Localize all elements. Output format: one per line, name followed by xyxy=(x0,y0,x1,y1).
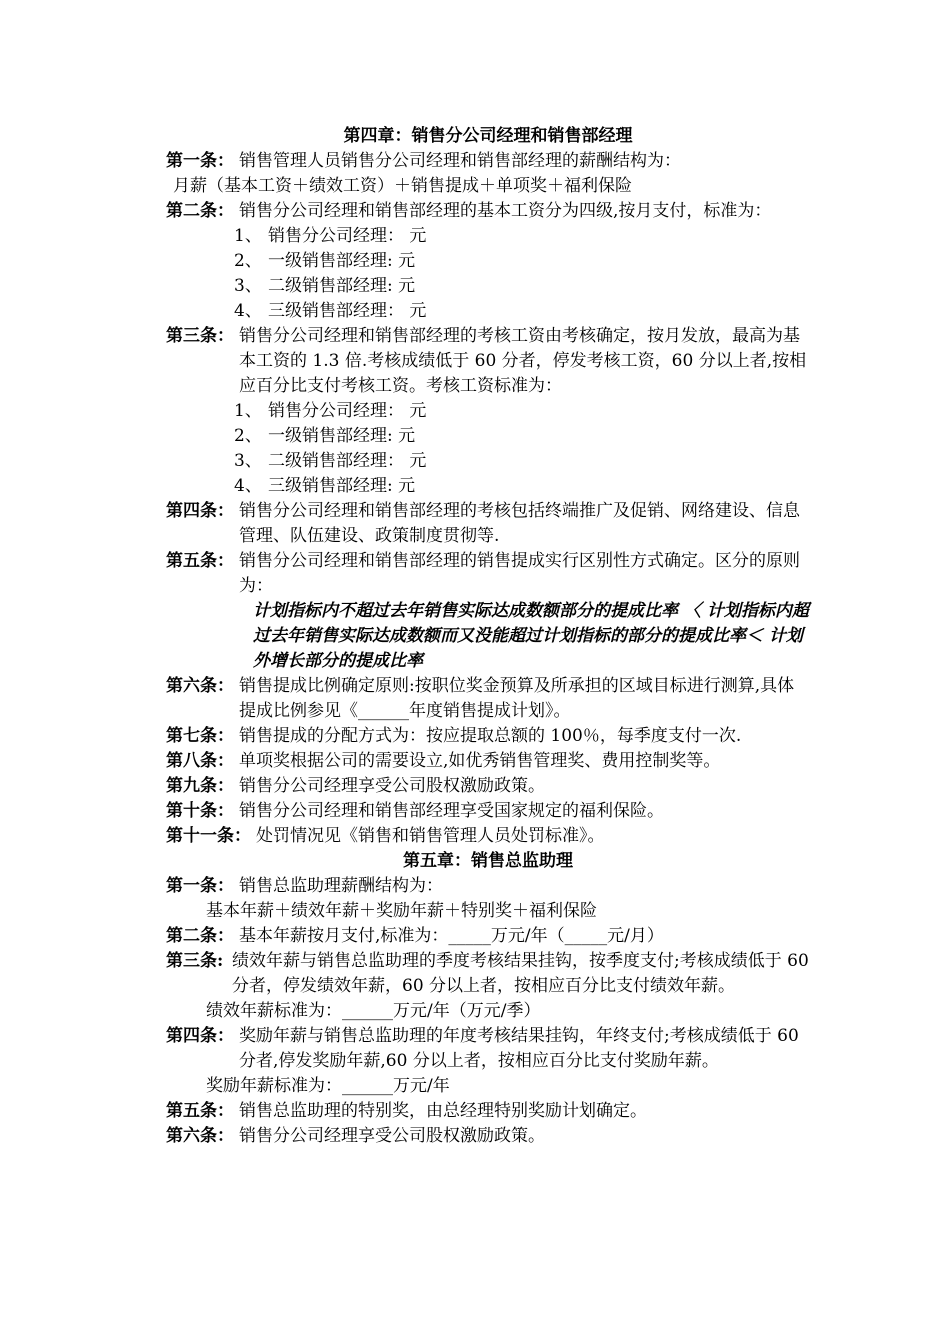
ch4-article-8 xyxy=(166,749,810,774)
article-label: 第一条： xyxy=(166,151,234,171)
article-text: 处罚情况见《销售和销售管理人员处罚标准》。 xyxy=(256,826,605,846)
ch4-article-9 xyxy=(166,774,810,799)
article-label: 第八条： xyxy=(166,751,234,771)
article-text: 销售管理人员销售分公司经理和销售部经理的薪酬结构为： xyxy=(239,151,681,171)
list-item xyxy=(166,224,810,249)
article-label: 第五条： xyxy=(166,551,234,571)
article-label: 第六条： xyxy=(166,676,234,696)
list-item xyxy=(166,399,810,424)
article-label: 第四条： xyxy=(166,501,234,521)
list-item xyxy=(166,249,810,274)
ch4-article-7 xyxy=(166,724,810,749)
item-text: 二级销售部经理： 元 xyxy=(268,451,427,471)
ch4-article-3 xyxy=(166,324,810,399)
article-label: 第二条： xyxy=(166,926,234,946)
article-text: 销售提成比例确定原则:按职位奖金预算及所承担的区域目标进行测算,具体提成比例参见《______年度销售提成计划》。 xyxy=(239,676,795,721)
list-item xyxy=(166,299,810,324)
article-text: 销售分公司经理和销售部经理的考核工资由考核确定，按月发放，最高为基本工资的 1.3 倍.考核成绩低于 60 分者，停发考核工资，60 分以上者,按相应百分比支付考核工资。考核工资标准为： xyxy=(239,326,807,396)
article-label: 第一条： xyxy=(166,876,234,896)
ch5-article-1 xyxy=(166,874,810,899)
chapter-5-title: 第五章：销售总监助理 xyxy=(403,851,573,871)
item-text: 三级销售部经理: 元 xyxy=(268,476,416,496)
item-number: 3、 xyxy=(234,451,262,471)
item-number: 1、 xyxy=(234,226,262,246)
article-text: 绩效年薪与销售总监助理的季度考核结果挂钩，按季度支付;考核成绩低于 60 分者，停发绩效年薪，60 分以上者，按相应百分比支付绩效年薪。 xyxy=(232,951,809,996)
article-text: 销售分公司经理和销售部经理享受国家规定的福利保险。 xyxy=(239,801,664,821)
performance-salary-standard: 绩效年薪标准为：______万元/年（万元/季） xyxy=(206,1001,541,1021)
item-number: 2、 xyxy=(234,251,262,271)
ch5-salary-formula: 基本年薪＋绩效年薪＋奖励年薪＋特别奖＋福利保险 xyxy=(206,901,597,921)
ch5-article-2 xyxy=(166,924,810,949)
article-text: 销售总监助理的特别奖，由总经理特别奖励计划确定。 xyxy=(239,1101,647,1121)
commission-principle: 计划指标内不超过去年销售实际达成数额部分的提成比率 〈 计划指标内超过去年销售实际达成数额而又没能超过计划指标的部分的提成比率＜ 计划外增长部分的提成比率 xyxy=(253,601,809,671)
article-text: 单项奖根据公司的需要设立,如优秀销售管理奖、费用控制奖等。 xyxy=(239,751,721,771)
article-label: 第四条： xyxy=(166,1026,234,1046)
item-text: 一级销售部经理: 元 xyxy=(268,426,416,446)
item-number: 3、 xyxy=(234,276,262,296)
ch4-article-10 xyxy=(166,799,810,824)
article-text: 销售分公司经理和销售部经理的基本工资分为四级,按月支付，标准为： xyxy=(239,201,772,221)
ch5-article-3 xyxy=(166,949,810,999)
list-item xyxy=(166,449,810,474)
item-number: 4、 xyxy=(234,301,262,321)
chapter-4-title: 第四章：销售分公司经理和销售部经理 xyxy=(343,126,633,146)
item-text: 销售分公司经理： 元 xyxy=(268,226,427,246)
list-item xyxy=(166,274,810,299)
ch4-article-5 xyxy=(166,549,810,599)
item-number: 4、 xyxy=(234,476,262,496)
ch4-article-11 xyxy=(166,824,810,849)
article-text: 基本年薪按月支付,标准为：_____万元/年（_____元/月） xyxy=(239,926,664,946)
article-label: 第七条： xyxy=(166,726,234,746)
item-text: 二级销售部经理: 元 xyxy=(268,276,416,296)
ch4-article-4 xyxy=(166,499,810,549)
item-text: 三级销售部经理： 元 xyxy=(268,301,427,321)
article-text: 销售分公司经理和销售部经理的销售提成实行区别性方式确定。区分的原则为： xyxy=(239,551,800,596)
ch5-article-6 xyxy=(166,1124,810,1149)
ch4-article-6 xyxy=(166,674,810,724)
ch4-article-2 xyxy=(166,199,810,224)
article-label: 第九条： xyxy=(166,776,234,796)
bonus-salary-standard: 奖励年薪标准为：______万元/年 xyxy=(206,1076,450,1096)
article-text: 销售分公司经理享受公司股权激励政策。 xyxy=(239,776,545,796)
ch5-article-4 xyxy=(166,1024,810,1074)
item-text: 销售分公司经理： 元 xyxy=(268,401,427,421)
item-number: 2、 xyxy=(234,426,262,446)
ch4-article-1 xyxy=(166,149,810,174)
article-text: 销售分公司经理和销售部经理的考核包括终端推广及促销、网络建设、信息管理、队伍建设、政策制度贯彻等. xyxy=(239,501,800,546)
article-label: 第十一条： xyxy=(166,826,251,846)
article-text: 销售提成的分配方式为：按应提取总额的 100％，每季度支付一次. xyxy=(239,726,742,746)
article-text: 销售分公司经理享受公司股权激励政策。 xyxy=(239,1126,545,1146)
item-text: 一级销售部经理: 元 xyxy=(268,251,416,271)
article-label: 第二条： xyxy=(166,201,234,221)
document-page xyxy=(166,124,810,1149)
item-number: 1、 xyxy=(234,401,262,421)
article-label: 第三条： xyxy=(166,326,234,346)
article-label: 第六条： xyxy=(166,1126,234,1146)
article-text: 销售总监助理薪酬结构为： xyxy=(239,876,443,896)
list-item xyxy=(166,474,810,499)
article-label: 第十条： xyxy=(166,801,234,821)
list-item xyxy=(166,424,810,449)
ch4-salary-formula: 月薪（基本工资＋绩效工资）＋销售提成＋单项奖＋福利保险 xyxy=(173,176,632,196)
article-label: 第五条： xyxy=(166,1101,234,1121)
article-text: 奖励年薪与销售总监助理的年度考核结果挂钩，年终支付;考核成绩低于 60 分者,停发奖励年薪,60 分以上者，按相应百分比支付奖励年薪。 xyxy=(239,1026,799,1071)
ch5-article-5 xyxy=(166,1099,810,1124)
article-label: 第三条: xyxy=(166,951,224,971)
